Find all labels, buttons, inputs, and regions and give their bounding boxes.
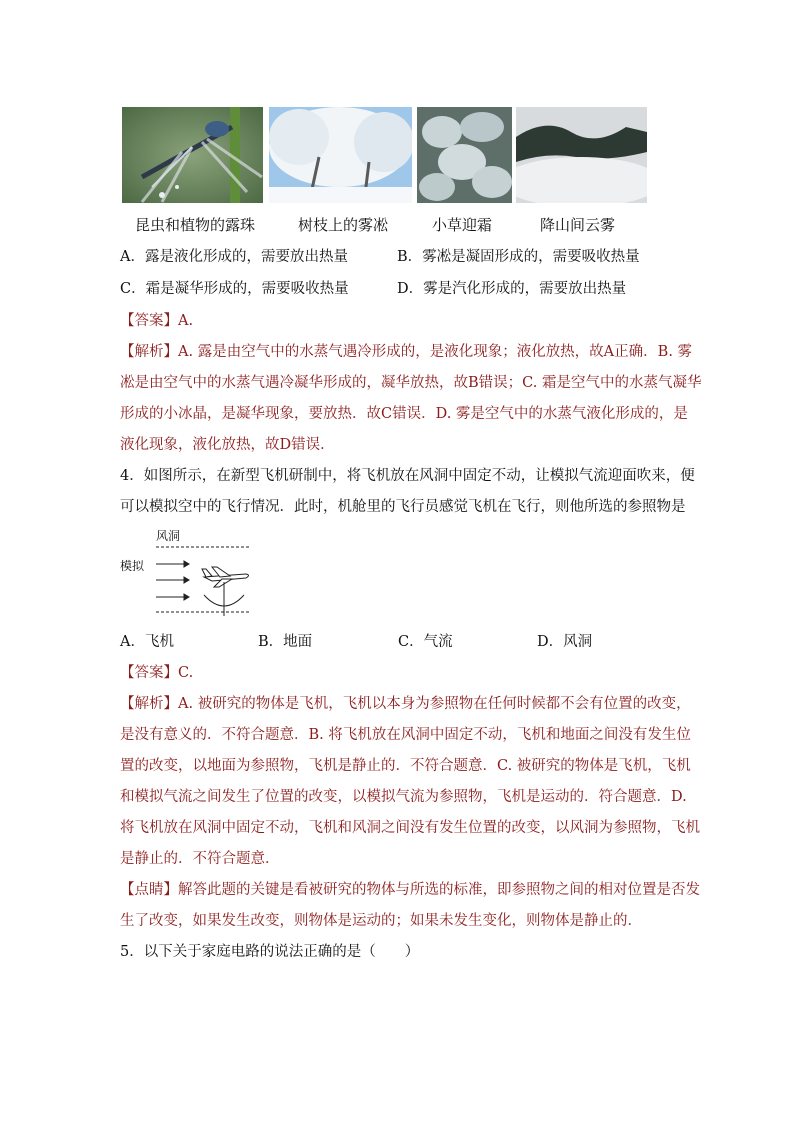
photo-rime-trees	[269, 107, 412, 203]
q4-analysis-line-4: 和模拟气流之间发生了位置的改变，以模拟气流为参照物，飞机是运动的．符合题意．D.	[120, 789, 687, 805]
photo-mountain-mist	[516, 107, 647, 203]
comment-text: 解答此题的关键是看被研究的物体与所选的标准，即参照物之间的相对位置是否发	[178, 882, 700, 898]
photo-dragonfly-dew	[122, 107, 263, 203]
q3-analysis-line-3: 形成的小冰晶，是凝华现象，要放热．故C错误．D. 雾是空气中的水蒸气液化形成的，是	[120, 406, 688, 422]
airplane-icon	[202, 567, 249, 587]
q4-answer	[120, 663, 193, 683]
q4-option-c: C．气流	[398, 634, 453, 650]
q4-analysis-line-5: 将飞机放在风洞中固定不动，飞机和风洞之间没有发生位置的改变，以风洞为参照物，飞机	[120, 820, 700, 836]
answer-value: A.	[178, 313, 194, 329]
analysis-text: A. 被研究的物体是飞机，飞机以本身为参照物在任何时候都不会有位置的改变，	[178, 696, 691, 712]
q4-option-a: A．飞机	[120, 634, 174, 650]
analysis-text: A. 露是由空气中的水蒸气遇冷形成的，是液化现象；液化放热，故A正确．B. 雾	[178, 344, 693, 360]
q3-option-a: A．露是液化形成的，需要放出热量	[120, 249, 348, 265]
q4-option-b: B．地面	[258, 634, 313, 650]
q5-stem: 5．以下关于家庭电路的说法正确的是（ ）	[120, 944, 420, 960]
q3-analysis-line-2: 凇是由空气中的水蒸气遇冷凝华形成的，凝华放热，故B错误；C. 霜是空气中的水蒸气凝华	[120, 375, 702, 391]
tunnel-label: 风洞	[156, 529, 181, 543]
q3-analysis-line-1	[120, 342, 692, 362]
analysis-tag: 【解析】	[120, 696, 178, 712]
q3-option-d: D．雾是汽化形成的，需要放出热量	[397, 281, 627, 297]
answer-tag: 【答案】	[120, 665, 178, 681]
q4-stem-line-2: 可以模拟空中的飞行情况．此时，机舱里的飞行员感觉飞机在飞行，则他所选的参照物是	[120, 499, 686, 515]
q3-option-c: C．霜是凝华形成的，需要吸收热量	[120, 281, 349, 297]
answer-value: C.	[178, 665, 194, 681]
q4-analysis-line-2: 是没有意义的．不符合题意．B. 将飞机放在风洞中固定不动，飞机和地面之间没有发生位	[120, 727, 691, 743]
wind-tunnel-figure	[118, 527, 258, 622]
q4-option-d: D．风洞	[537, 634, 593, 650]
analysis-tag: 【解析】	[120, 344, 178, 360]
photo-caption-1: 昆虫和植物的露珠	[135, 216, 256, 234]
photo-frosted-grass	[417, 107, 512, 203]
q4-comment-line-1	[120, 880, 700, 900]
answer-tag: 【答案】	[120, 313, 178, 329]
photo-caption-2: 树枝上的雾凇	[298, 216, 389, 234]
q3-analysis-line-4: 液化现象，液化放热，故D错误．	[120, 437, 335, 453]
comment-tag: 【点睛】	[120, 882, 178, 898]
q3-answer	[120, 311, 193, 331]
q4-analysis-line-6: 是静止的．不符合题意．	[120, 851, 280, 867]
q3-option-b: B．雾凇是凝固形成的，需要吸收热量	[397, 249, 640, 265]
photo-caption-4: 降山间云雾	[540, 216, 616, 234]
airflow-label: 模拟	[120, 559, 145, 573]
q4-stem-line-1: 4．如图所示，在新型飞机研制中，将飞机放在风洞中固定不动，让模拟气流迎面吹来，便	[120, 468, 695, 484]
q4-analysis-line-1	[120, 694, 691, 714]
q4-comment-line-2: 生了改变，如果发生改变，则物体是运动的；如果未发生变化，则物体是静止的．	[120, 913, 642, 929]
photo-caption-3: 小草迎霜	[432, 216, 493, 234]
q4-analysis-line-3: 置的改变，以地面为参照物，飞机是静止的．不符合题意．C. 被研究的物体是飞机，飞机	[120, 758, 691, 774]
